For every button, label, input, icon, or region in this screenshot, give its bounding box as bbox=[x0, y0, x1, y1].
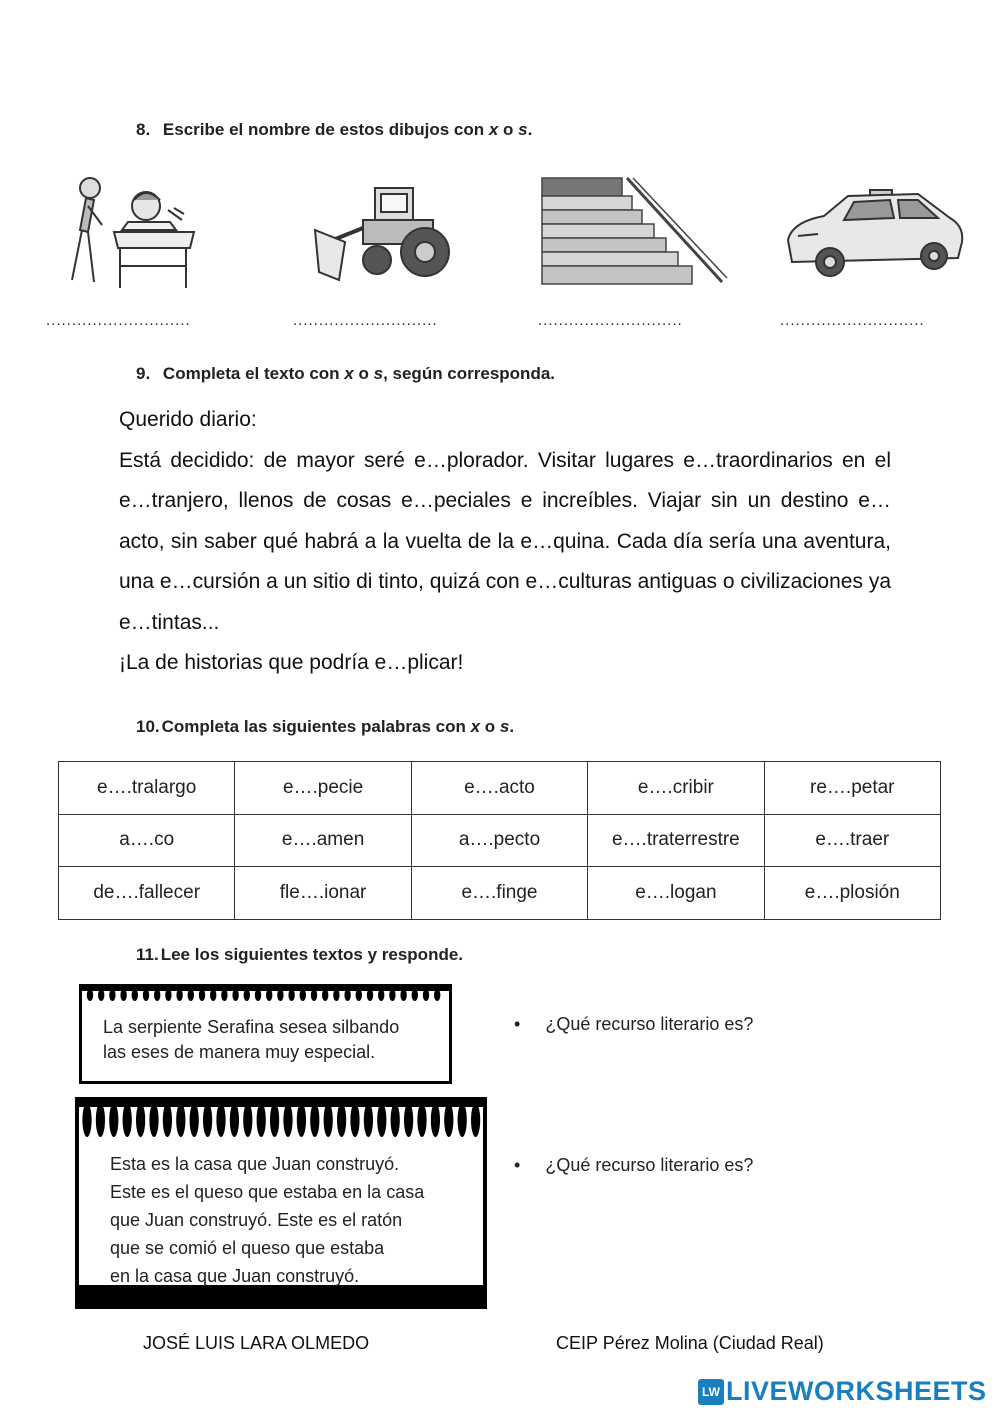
drip-shape bbox=[391, 1103, 400, 1137]
word-cell[interactable]: e….acto bbox=[411, 762, 587, 815]
drip-shape bbox=[216, 1103, 225, 1137]
drip-shape bbox=[378, 989, 384, 1001]
question-2 bbox=[514, 1155, 753, 1176]
answer-line-2[interactable]: ............................ bbox=[293, 312, 438, 329]
drip-shape bbox=[188, 989, 194, 1001]
drip-shape bbox=[221, 989, 227, 1001]
drip-shape bbox=[210, 989, 216, 1001]
word-cell[interactable]: e….plosión bbox=[764, 867, 940, 920]
box1-line: las eses de manera muy especial. bbox=[103, 1042, 376, 1062]
drip-shape bbox=[199, 989, 205, 1001]
drip-border-2 bbox=[79, 1101, 483, 1143]
drip-shape bbox=[132, 989, 138, 1001]
drip-shape bbox=[203, 1103, 212, 1137]
box2-line: Este es el queso que estaba en la casa bbox=[110, 1182, 425, 1202]
word-cell[interactable]: de….fallecer bbox=[59, 867, 235, 920]
drip-shape bbox=[165, 989, 171, 1001]
drip-shape bbox=[344, 989, 350, 1001]
box2-text bbox=[110, 1150, 424, 1290]
word-cell[interactable]: e….traer bbox=[764, 814, 940, 867]
drip-shape bbox=[82, 1103, 91, 1137]
drip-shape bbox=[109, 1103, 118, 1137]
word-cell[interactable]: fle….ionar bbox=[235, 867, 411, 920]
drip-shape bbox=[444, 1103, 453, 1137]
word-cell[interactable]: e….cribir bbox=[588, 762, 764, 815]
drip-shape bbox=[109, 989, 115, 1001]
q10-o: o bbox=[480, 717, 500, 736]
drip-shape bbox=[423, 989, 429, 1001]
question-2-text: ¿Qué recurso literario es? bbox=[545, 1155, 754, 1175]
question-1-text: ¿Qué recurso literario es? bbox=[545, 1014, 754, 1034]
drip-shape bbox=[266, 989, 272, 1001]
word-cell[interactable]: e….tralargo bbox=[59, 762, 235, 815]
drip-shape bbox=[149, 1103, 158, 1137]
drip-shape bbox=[123, 1103, 132, 1137]
word-cell[interactable]: e….traterrestre bbox=[588, 814, 764, 867]
drip-shape bbox=[87, 989, 93, 1001]
q10-text: Completa las siguientes palabras con bbox=[161, 717, 471, 736]
q8-number: 8. bbox=[136, 120, 151, 139]
drip-shape bbox=[96, 1103, 105, 1137]
q9-s: s bbox=[373, 364, 384, 383]
q8-o: o bbox=[498, 120, 519, 139]
drip-shape bbox=[364, 1103, 373, 1137]
word-cell[interactable]: e….amen bbox=[235, 814, 411, 867]
q9-text: Completa el texto con bbox=[162, 364, 345, 383]
diary-greeting: Querido diario: bbox=[119, 408, 257, 431]
drip-shape bbox=[367, 989, 373, 1001]
drip-shape bbox=[255, 989, 261, 1001]
q9-x: x bbox=[344, 364, 354, 383]
writer-picture bbox=[58, 170, 203, 295]
box1-text bbox=[103, 1015, 399, 1065]
drip-shape bbox=[244, 989, 250, 1001]
diary-closing: ¡La de historias que podría e…plicar! bbox=[119, 651, 464, 674]
drip-shape bbox=[257, 1103, 266, 1137]
drip-shape bbox=[297, 1103, 306, 1137]
q10-x: x bbox=[470, 717, 481, 736]
drip-shape bbox=[288, 989, 294, 1001]
drip-border-1 bbox=[82, 987, 449, 1003]
drip-shape bbox=[404, 1103, 413, 1137]
q8-end: . bbox=[527, 120, 533, 139]
q11-heading bbox=[136, 945, 463, 965]
drip-shape bbox=[400, 989, 406, 1001]
box2-line: en la casa que Juan construyó. bbox=[110, 1266, 360, 1286]
table-row bbox=[59, 814, 941, 867]
footer-school: CEIP Pérez Molina (Ciudad Real) bbox=[556, 1333, 824, 1353]
q11-number: 11. bbox=[136, 945, 159, 964]
drip-shape bbox=[230, 1103, 239, 1137]
answer-line-4[interactable]: ............................ bbox=[780, 312, 925, 329]
q8-s: s bbox=[518, 120, 528, 139]
drip-shape bbox=[143, 989, 149, 1001]
drip-shape bbox=[283, 1103, 292, 1137]
drip-shape bbox=[377, 1103, 386, 1137]
drip-shape bbox=[389, 989, 395, 1001]
q8-heading bbox=[136, 120, 532, 140]
drip-shape bbox=[277, 989, 283, 1001]
drip-shape bbox=[270, 1103, 279, 1137]
drip-shape bbox=[324, 1103, 333, 1137]
drip-shape bbox=[190, 1103, 199, 1137]
box2-line: Esta es la casa que Juan construyó. bbox=[110, 1154, 400, 1174]
diary-paragraph: Está decidido: de mayor seré e…plorador. Visitar lugares e…traordinarios en el e…tranjero, llenos de cosas e…peciales e increíbles. Viajar sin un destino e…acto, sin saber qué habrá a la vuelta de la e…quina. Cada día sería una aventura, una e…cursión a un sitio di tinto, quizá con e…culturas antiguas o civilizaciones ya e…tintas... bbox=[119, 448, 891, 634]
drip-shape bbox=[136, 1103, 145, 1137]
brand-name: LIVEWORKSHEETS bbox=[726, 1376, 987, 1406]
word-cell[interactable]: e….pecie bbox=[235, 762, 411, 815]
q10-s: s bbox=[499, 717, 510, 736]
excavator-picture bbox=[305, 170, 465, 295]
stairs-picture bbox=[537, 170, 732, 295]
drip-shape bbox=[243, 1103, 252, 1137]
words-table bbox=[58, 761, 941, 920]
q9-end: , según corresponda. bbox=[383, 364, 556, 383]
box1-line: La serpiente Serafina sesea silbando bbox=[103, 1017, 400, 1037]
table-row bbox=[59, 762, 941, 815]
taxi-picture bbox=[778, 170, 970, 295]
drip-shape bbox=[176, 989, 182, 1001]
q9-number: 9. bbox=[136, 364, 151, 383]
drip-shape bbox=[232, 989, 238, 1001]
drip-shape bbox=[356, 989, 362, 1001]
drip-shape bbox=[300, 989, 306, 1001]
q9-o: o bbox=[353, 364, 374, 383]
brand-logo bbox=[698, 1376, 987, 1407]
drip-shape bbox=[417, 1103, 426, 1137]
drip-shape bbox=[98, 989, 104, 1001]
drip-shape bbox=[163, 1103, 172, 1137]
drip-shape bbox=[333, 989, 339, 1001]
diary-text bbox=[119, 400, 891, 684]
answer-line-3[interactable]: ............................ bbox=[538, 312, 683, 329]
word-cell[interactable]: a….co bbox=[59, 814, 235, 867]
bullet-icon: • bbox=[514, 1014, 521, 1034]
q8-x: x bbox=[488, 120, 499, 139]
box2-line: que Juan construyó. Este es el ratón bbox=[110, 1210, 403, 1230]
answer-line-1[interactable]: ............................ bbox=[46, 312, 191, 329]
word-cell[interactable]: e….finge bbox=[411, 867, 587, 920]
drip-shape bbox=[322, 989, 328, 1001]
q10-number: 10. bbox=[136, 717, 160, 736]
drip-shape bbox=[310, 1103, 319, 1137]
footer-author: JOSÉ LUIS LARA OLMEDO bbox=[143, 1333, 370, 1353]
drip-shape bbox=[458, 1103, 467, 1137]
drip-shape bbox=[434, 989, 440, 1001]
drip-shape bbox=[337, 1103, 346, 1137]
q9-heading bbox=[136, 364, 555, 384]
word-cell[interactable]: a….pecto bbox=[411, 814, 587, 867]
drip-shape bbox=[176, 1103, 185, 1137]
word-cell[interactable]: re….petar bbox=[764, 762, 940, 815]
drip-shape bbox=[431, 1103, 440, 1137]
drip-shape bbox=[311, 989, 317, 1001]
q8-text: Escribe el nombre de estos dibujos con bbox=[162, 120, 489, 139]
brand-badge-icon: LW bbox=[698, 1379, 724, 1405]
table-row bbox=[59, 867, 941, 920]
drip-shape bbox=[154, 989, 160, 1001]
drip-shape bbox=[350, 1103, 359, 1137]
bullet-icon: • bbox=[514, 1155, 521, 1175]
drip-shape bbox=[412, 989, 418, 1001]
word-cell[interactable]: e….logan bbox=[588, 867, 764, 920]
q10-heading bbox=[136, 717, 514, 737]
q10-end: . bbox=[509, 717, 515, 736]
drip-shape bbox=[120, 989, 126, 1001]
drip-shape bbox=[471, 1103, 480, 1137]
box2-line: que se comió el queso que estaba bbox=[110, 1238, 385, 1258]
question-1 bbox=[514, 1014, 753, 1035]
q11-text: Lee los siguientes textos y responde. bbox=[160, 945, 464, 964]
